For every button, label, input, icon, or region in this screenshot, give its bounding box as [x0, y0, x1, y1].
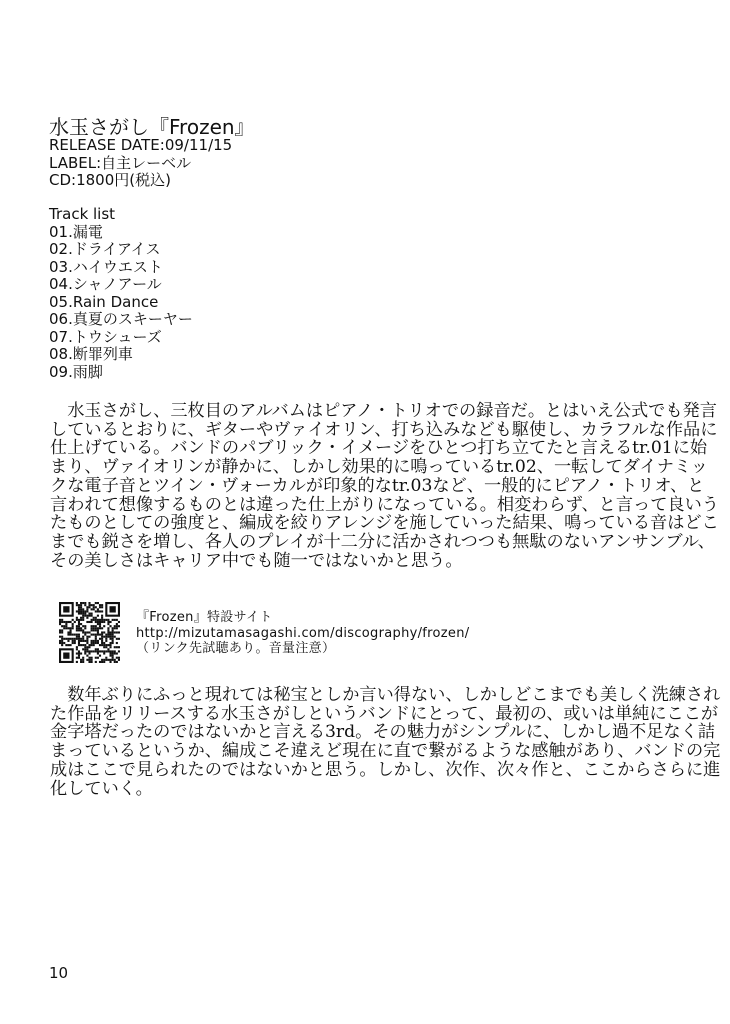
paragraph-line: 金字塔だったのではないかと言える3rd。その魅力がシンプルに、しかし過不足なく詰: [50, 722, 715, 743]
label: LABEL:自主レーベル: [49, 153, 192, 172]
page-number: 10: [49, 964, 69, 982]
paragraph-line: まっているというか、編成こそ違えど現在に直で繋がるような感触があり、バンドの完: [50, 741, 721, 762]
paragraph-line: たものとしての強度と、編成を絞りアレンジを施していった結果、鳴っている音はどこ: [50, 513, 719, 534]
track-list: [49, 206, 193, 381]
paragraph-line: 言われて想像するものとは違った仕上がりになっている。相変わらず、と言って良いう: [50, 494, 719, 515]
track-item: 04.シャノアール: [49, 275, 162, 293]
site-label: 『Frozen』特設サイト: [136, 610, 273, 625]
track-item: 08.断罪列車: [49, 345, 133, 363]
release-date: RELEASE DATE:09/11/15: [49, 136, 233, 154]
paragraph-line: 仕上げている。バンドのパブリック・イメージをひとつ打ち立てたと言えるtr.01に始: [50, 438, 708, 459]
album-title: 水玉さがし『Frozen』: [49, 115, 255, 139]
review-paragraph-1: [50, 401, 719, 571]
track-item: 02.ドライアイス: [49, 240, 161, 258]
paragraph-line: 化していく。: [50, 778, 153, 799]
paragraph-line: 水玉さがし、三枚目のアルバムはピアノ・トリオでの録音だ。とはいえ公式でも発言: [50, 401, 717, 421]
paragraph-line: まり、ヴァイオリンが静かに、しかし効果的に鳴っているtr.02、一転してダイナミッ: [50, 457, 708, 478]
qr-code-icon: [59, 602, 120, 663]
paragraph-line: た作品をリリースする水玉さがしというバンドにとって、最初の、或いは単純にここが: [50, 703, 719, 724]
track-item: 05.Rain Dance: [49, 292, 159, 311]
track-item: 06.真夏のスキーヤー: [49, 310, 193, 328]
track-item: 07.トウシューズ: [49, 327, 162, 346]
price: CD:1800円(税込): [49, 171, 171, 189]
site-note: （リンク先試聴あり。音量注意）: [136, 641, 336, 656]
link-block: [136, 610, 469, 657]
paragraph-line: その美しさはキャリア中でも随一ではないかと思う。: [50, 550, 463, 571]
review-paragraph-2: [50, 685, 721, 799]
track-item: 09.雨脚: [49, 362, 103, 381]
track-list-heading: Track list: [49, 205, 116, 223]
paragraph-line: しているとおりに、ギターやヴァイオリン、打ち込みなども駆使し、カラフルな作品に: [50, 419, 718, 440]
paragraph-line: クな電子音とツイン・ヴォーカルが印象的なtr.03など、一般的にピアノ・トリオ、と: [50, 475, 705, 496]
paragraph-line: 数年ぶりにふっと現れては秘宝としか言い得ない、しかしどこまでも美しく洗練され: [50, 685, 721, 705]
paragraph-line: 成はここで見られたのではないかと思う。しかし、次作、次々作と、ここからさらに進: [50, 759, 721, 780]
site-url[interactable]: http://mizutamasagashi.com/discography/frozen/: [136, 625, 470, 641]
track-item: 01.漏電: [49, 222, 103, 241]
track-item: 03.ハイウエスト: [49, 257, 163, 276]
paragraph-line: までも鋭さを増し、各人のプレイが十二分に活かされつつも無駄のないアンサンブル、: [50, 531, 715, 552]
album-info: [49, 137, 232, 190]
